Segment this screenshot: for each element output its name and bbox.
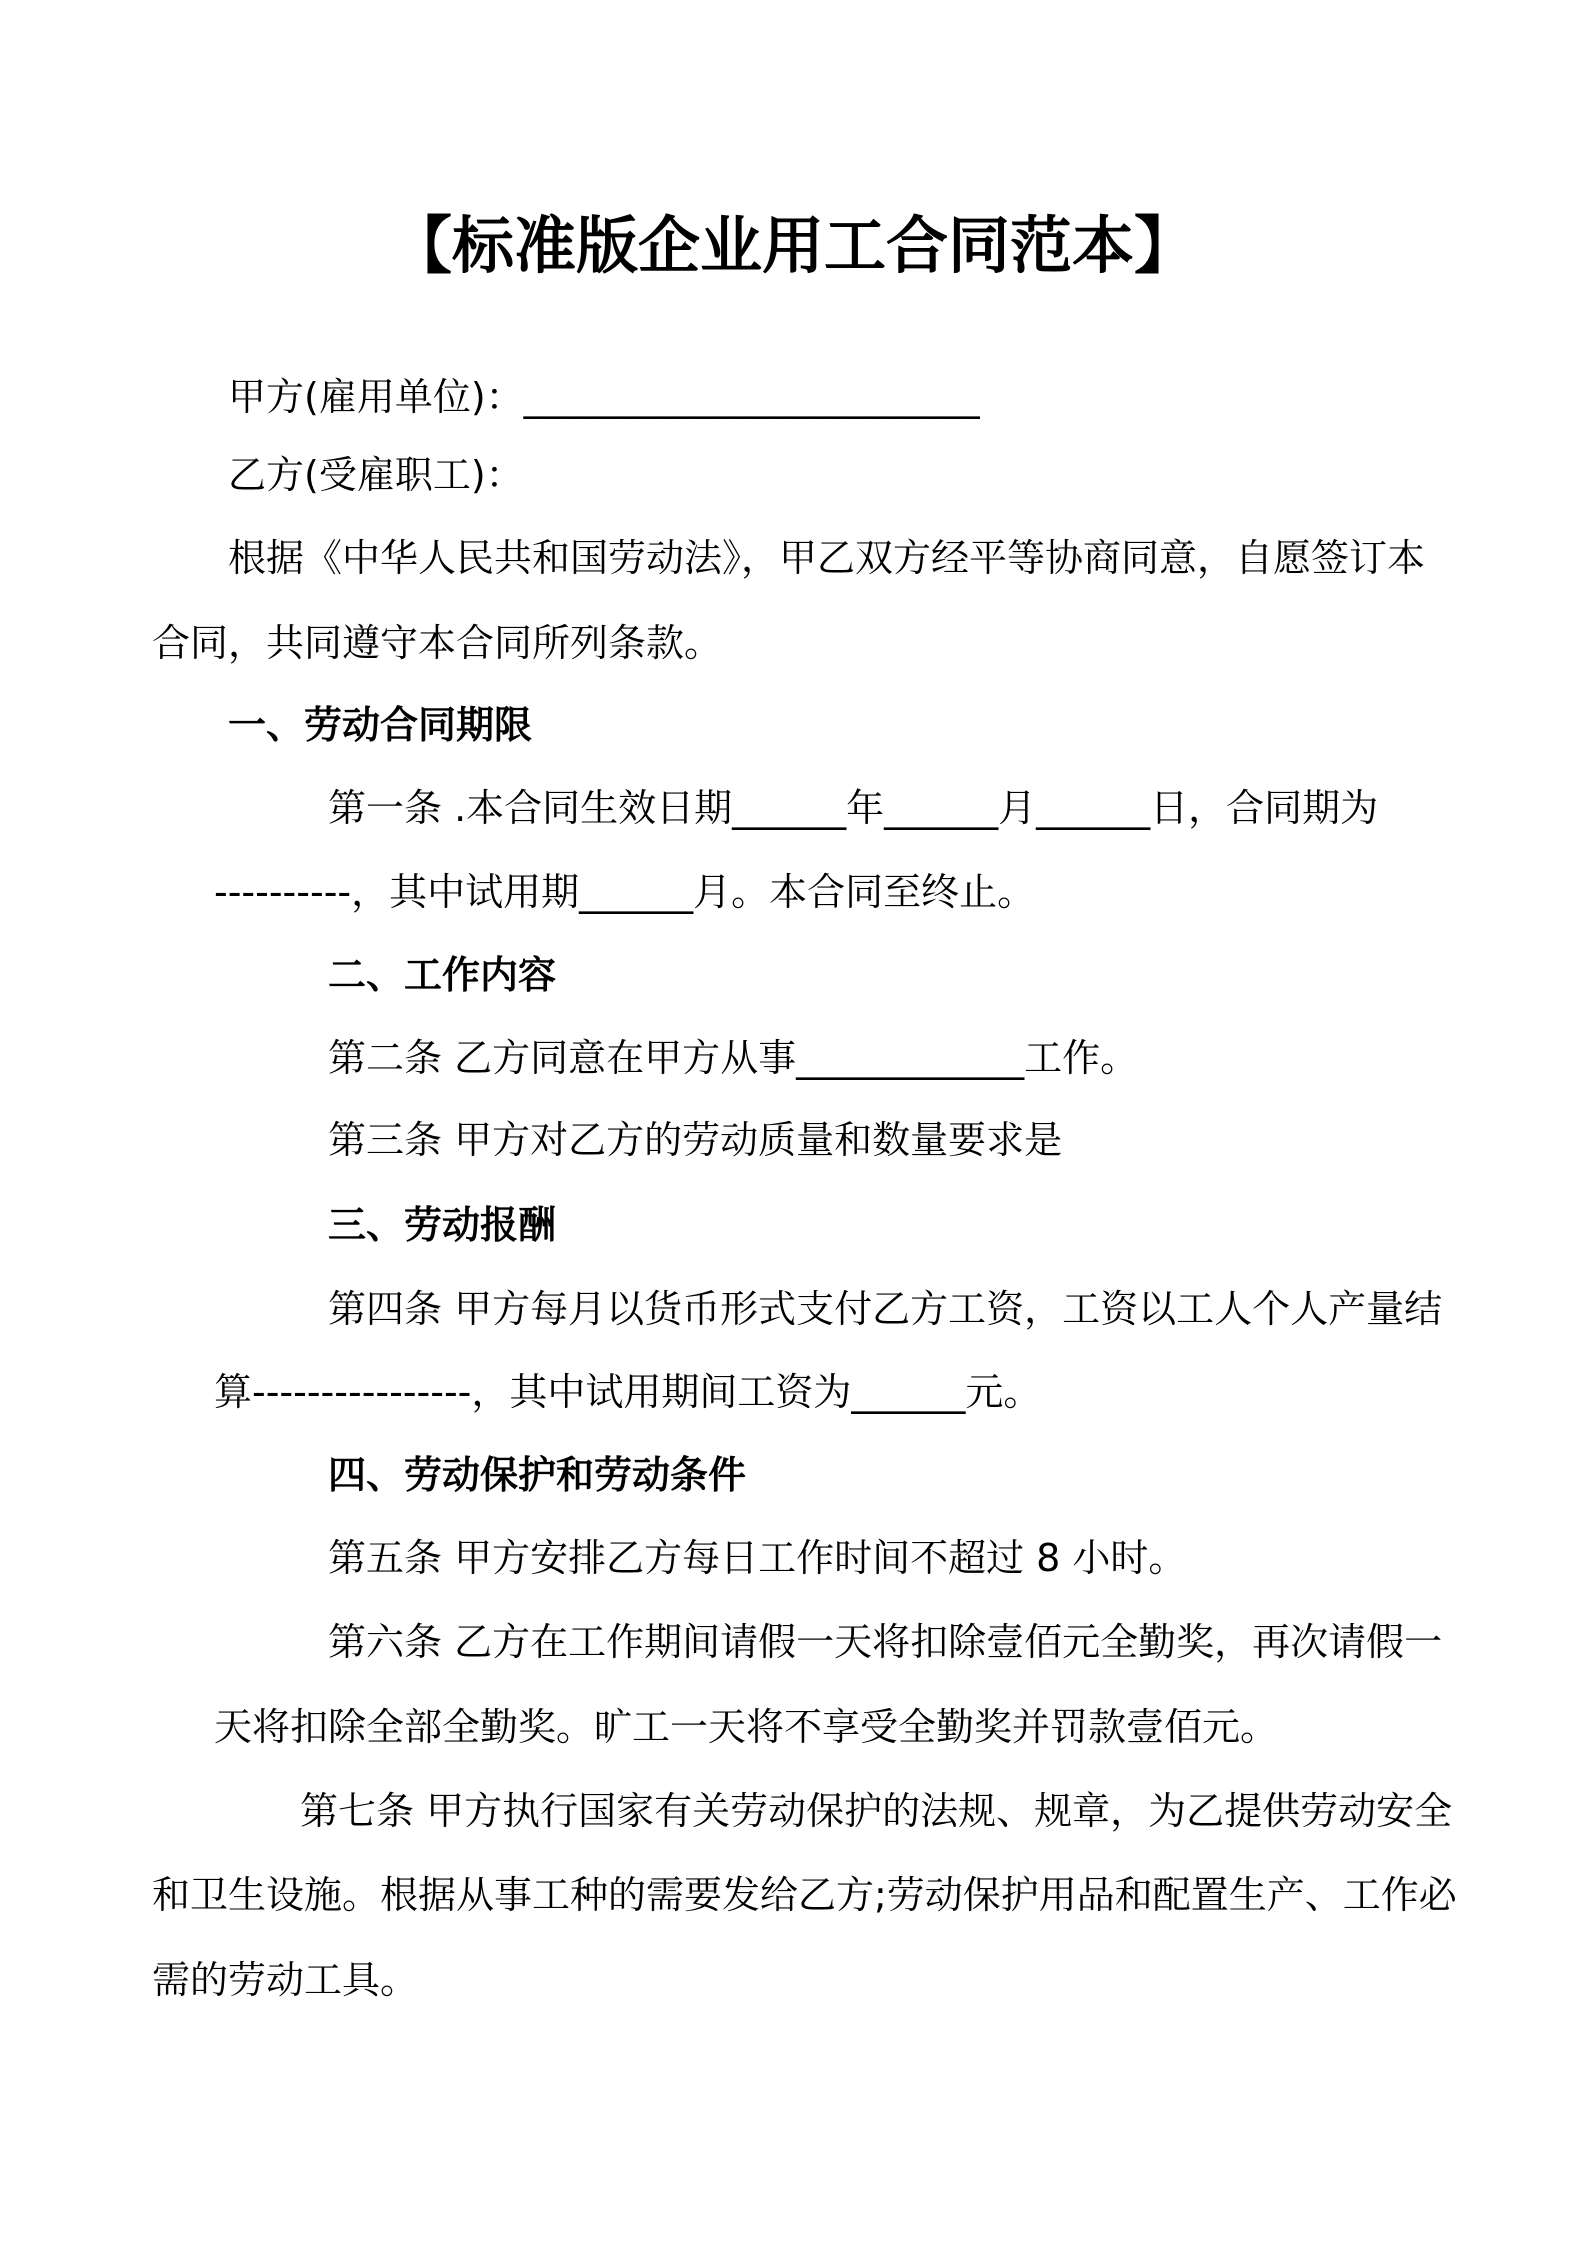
article-5: 第五条 甲方安排乙方每日工作时间不超过 8 小时。: [328, 1536, 1187, 1580]
article-7-line-1: 第七条 甲方执行国家有关劳动保护的法规、规章，为乙提供劳动安全: [300, 1789, 1453, 1833]
party-b-line: 乙方(受雇职工)：: [228, 453, 524, 497]
article-4-line-2: 算----------------，其中试用期间工资为______元。: [214, 1370, 1042, 1414]
article-7-line-3: 需的劳动工具。: [152, 1958, 419, 2002]
article-2: 第二条 乙方同意在甲方从事____________工作。: [328, 1036, 1139, 1080]
section-3-heading: 三、劳动报酬: [328, 1203, 557, 1247]
article-7-line-2: 和卫生设施。根据从事工种的需要发给乙方;劳动保护用品和配置生产、工作必: [152, 1873, 1457, 1917]
section-4-heading: 四、劳动保护和劳动条件: [328, 1453, 747, 1497]
section-1-heading: 一、劳动合同期限: [228, 703, 533, 747]
article-1-line-1: 第一条 .本合同生效日期______年______月______日，合同期为: [328, 786, 1379, 830]
article-6-line-1: 第六条 乙方在工作期间请假一天将扣除壹佰元全勤奖，再次请假一: [328, 1620, 1443, 1664]
article-3: 第三条 甲方对乙方的劳动质量和数量要求是: [328, 1118, 1063, 1162]
document-title: 【标准版企业用工合同范本】: [389, 209, 1196, 282]
intro-line-1: 根据《中华人民共和国劳动法》，甲乙双方经平等协商同意，自愿签订本: [228, 536, 1426, 580]
section-2-heading: 二、工作内容: [328, 953, 557, 997]
party-a-line: 甲方(雇用单位)：________________________: [228, 375, 980, 419]
intro-line-2: 合同，共同遵守本合同所列条款。: [152, 621, 723, 665]
article-4-line-1: 第四条 甲方每月以货币形式支付乙方工资，工资以工人个人产量结: [328, 1287, 1443, 1331]
article-1-line-2: ----------，其中试用期______月。本合同至终止。: [214, 870, 1036, 914]
article-6-line-2: 天将扣除全部全勤奖。旷工一天将不享受全勤奖并罚款壹佰元。: [214, 1705, 1279, 1749]
